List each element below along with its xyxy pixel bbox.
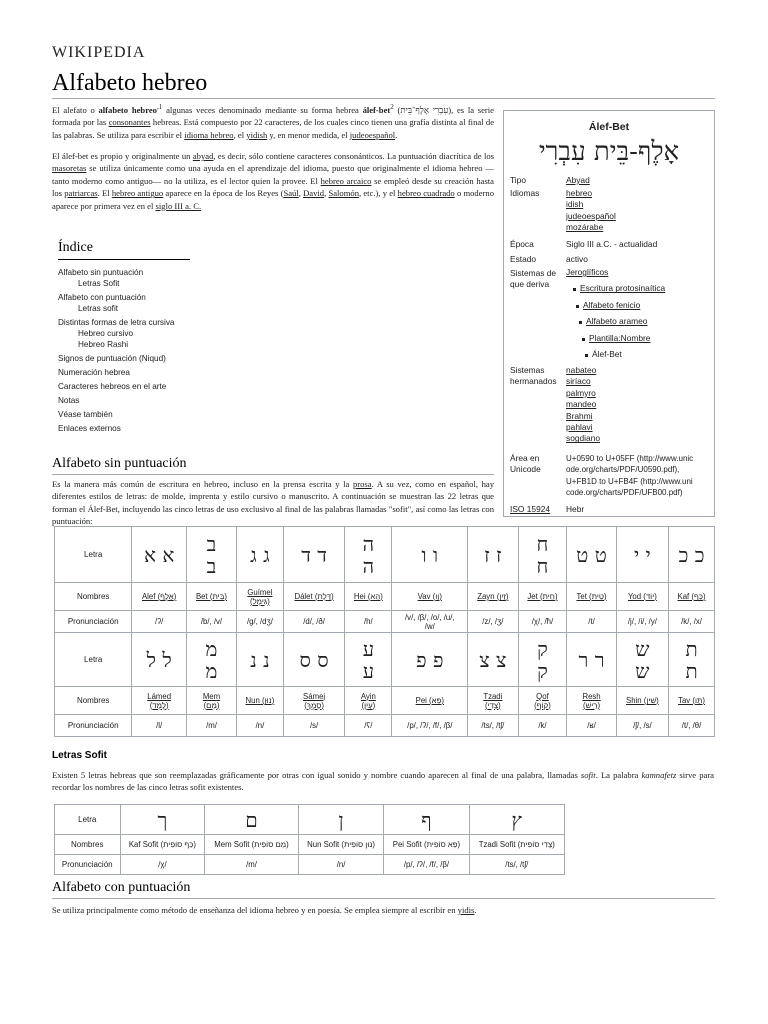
infobox <box>503 110 715 517</box>
page-title: Alfabeto hebreo <box>52 70 208 96</box>
pronunciation-cell: /ts/, /tʃ/ <box>469 855 564 875</box>
link-masoretas[interactable]: masoretas <box>52 163 87 174</box>
link-hebreo-cuadrado[interactable]: hebreo cuadrado <box>397 188 455 199</box>
hebrew-letter-cell: י י <box>616 527 668 583</box>
letter-name-link[interactable]: Alef (אָלֶף) <box>132 583 187 611</box>
table-of-contents <box>58 240 190 434</box>
pronunciation-cell: /b/, /v/ <box>187 611 237 633</box>
pronunciation-cell: /g/, /dʒ/ <box>236 611 283 633</box>
hebrew-letter-cell: ץ <box>469 805 564 835</box>
hebrew-letter-cell: ל ל <box>132 633 187 687</box>
letter-name-link[interactable]: Tet (טֵית) <box>567 583 616 611</box>
infobox-value-unicode <box>566 453 711 499</box>
link-prosa[interactable]: prosa <box>352 479 372 489</box>
link-idioma-hebreo[interactable]: idioma hebreo <box>184 129 234 140</box>
link-sistema[interactable]: mandeo <box>566 399 597 410</box>
pronunciation-row <box>55 715 715 737</box>
toc-list <box>58 267 190 434</box>
text: sirve para recordar los nombres de las cinco letras sofit existentes. <box>52 770 714 793</box>
hebrew-letter-cell: ם <box>205 805 298 835</box>
unicode-range-line[interactable]: U+FB1D to U+FB4F (http://www.uni <box>566 476 693 486</box>
text: se utiliza únicamente como una ayuda en el aprendizaje del idioma, puesto que originalmente el idioma hebreo —tanto moderno como antiguo— no la utiliza, es el lector quien la provee. El <box>52 163 494 186</box>
alphabet-table <box>54 526 715 737</box>
pronunciation-cell: /χ/ <box>120 855 205 875</box>
link-hebreo-antiguo[interactable]: hebreo antiguo <box>111 188 164 199</box>
unicode-range-line[interactable]: ode.org/charts/PDF/U0590.pdf), <box>566 465 680 475</box>
pronunciation-row <box>55 611 715 633</box>
sofit-row <box>55 835 565 855</box>
infobox-label-idiomas: Idiomas <box>510 188 540 198</box>
text: , es la serie formada por las <box>52 104 494 128</box>
pronunciation-cell: /p/, /ʔ/, /f/, /β/ <box>392 715 468 737</box>
toc-item[interactable]: Letras Sofit <box>78 279 120 288</box>
letter-name-cell: Pei Sofit (פֵּא סוֹפִית) <box>384 835 469 855</box>
pronunciation-cell: /h/ <box>345 611 392 633</box>
letter-name-link[interactable]: Ayin (עַיִן) <box>345 687 392 715</box>
hebrew-letter-cell: ש ש <box>616 633 668 687</box>
letter-name-link[interactable]: Hei (הֵא) <box>345 583 392 611</box>
letter-name-link[interactable]: Tzadi (צָדִי) <box>468 687 518 715</box>
section-divider <box>52 474 494 475</box>
letter-name-link[interactable]: Tav (תָּו) <box>669 687 715 715</box>
toc-item[interactable]: Caracteres hebreos en el arte <box>58 382 167 391</box>
title-divider <box>52 98 715 99</box>
link-siglo-iii[interactable]: siglo III a. C. <box>155 200 202 211</box>
letter-name-link[interactable]: Guímel (גִּימֶל) <box>236 583 283 611</box>
toc-item[interactable]: Notas <box>58 396 80 405</box>
section-2-paragraph <box>52 904 714 916</box>
pronunciation-cell: /ʔ/ <box>132 611 187 633</box>
unicode-range-line[interactable]: U+0590 to U+05FF (http://www.unic <box>566 454 694 463</box>
hebrew-letter-cell: ן <box>298 805 384 835</box>
text: , es decir, sólo contiene caracteres consonánticos. La puntuación diacrítica de los <box>213 151 494 161</box>
hebrew-letter-cell: ף <box>384 805 469 835</box>
toc-item[interactable]: Hebreo Rashi <box>78 340 129 349</box>
link-sistema[interactable]: palmyro <box>566 387 596 398</box>
hebrew-text: (עִבְרִי אָלֶף־בֵּית) <box>393 104 452 115</box>
toc-item[interactable]: Véase también <box>58 410 113 419</box>
subsection-heading-sofit: Letras Sofit <box>52 750 108 761</box>
link-jeroglificos[interactable]: Jeroglíficos <box>566 267 609 277</box>
link-saul[interactable]: Saúl <box>283 188 299 199</box>
intro-paragraph-1 <box>52 101 494 141</box>
link-sistema[interactable]: nabateo <box>566 365 597 375</box>
letter-name-link[interactable]: Mem (מֵם) <box>187 687 237 715</box>
letter-name-link[interactable]: Kaf (כַּף) <box>669 583 715 611</box>
link-idioma[interactable]: hebreo <box>566 188 593 198</box>
text: , el <box>233 129 247 140</box>
names-row <box>55 583 715 611</box>
hebrew-letter-cell: ח ח <box>518 527 567 583</box>
toc-item[interactable]: Enlaces externos <box>58 424 121 433</box>
hebrew-letter-cell: ז ז <box>468 527 518 583</box>
text: se empleó desde su creación hasta los <box>52 175 494 199</box>
sofit-row <box>55 805 565 835</box>
row-label: Pronunciación <box>55 611 132 633</box>
names-row <box>55 687 715 715</box>
hebrew-letter-cell: צ צ <box>468 633 518 687</box>
letter-name-cell: Nun Sofit (נוּן סוֹפִית) <box>298 835 384 855</box>
alef-bet-item: Álef-Bet <box>566 349 711 360</box>
row-label: Pronunciación <box>55 855 121 875</box>
link-alfabeto-fenicio[interactable]: Alfabeto fenicio <box>566 300 711 311</box>
pronunciation-cell: /t/ <box>567 611 616 633</box>
link-sistema[interactable]: siríaco <box>566 376 591 387</box>
row-label: Letra <box>55 805 121 835</box>
text: , <box>324 188 329 199</box>
link-sistema[interactable]: pahlavi <box>566 422 593 433</box>
hebrew-letter-cell: ו ו <box>392 527 468 583</box>
hebrew-letter-cell: נ נ <box>236 633 283 687</box>
infobox-label-estado: Estado <box>510 254 537 264</box>
text: . La palabra <box>595 770 642 780</box>
hebrew-letter-cell: ב ב <box>187 527 237 583</box>
toc-heading: Índice <box>58 240 190 260</box>
hebrew-letter-cell: ד ד <box>283 527 344 583</box>
pronunciation-cell: /k/, /x/ <box>669 611 715 633</box>
toc-item[interactable]: Distintas formas de letra cursiva <box>58 318 175 327</box>
link-patriarcas[interactable]: patriarcas <box>64 188 98 199</box>
letter-name-cell: Tzadi Sofit (צָדִי סוֹפִית) <box>469 835 564 855</box>
link-consonantes[interactable]: consonantes <box>108 117 151 128</box>
letter-name-link[interactable]: Sámej (סָמֶךְ) <box>283 687 344 715</box>
row-label: Nombres <box>55 687 132 715</box>
pronunciation-cell: /n/ <box>298 855 384 875</box>
pronunciation-cell: /ts/, /tʃ/ <box>468 715 518 737</box>
link-yidish[interactable]: yidish <box>246 129 268 140</box>
hebrew-letter-cell: ה ה <box>345 527 392 583</box>
pronunciation-cell: /m/ <box>187 715 237 737</box>
pronunciation-cell: /d/, /ð/ <box>283 611 344 633</box>
pronunciation-cell: /z/, /ʒ/ <box>468 611 518 633</box>
pronunciation-cell: /s/ <box>283 715 344 737</box>
link-alfabeto-arameo[interactable]: Alfabeto arameo <box>566 316 711 327</box>
text: o moderno aparece por primera vez en el <box>52 188 494 211</box>
link-yidis[interactable]: yidis <box>457 905 475 915</box>
letter-name-link[interactable]: Shin (שִׁין) <box>616 687 668 715</box>
italic-term: kamnafetz <box>641 770 677 780</box>
hebrew-letter-cell: ר ר <box>567 633 616 687</box>
bold-term: alfabeto hebreo <box>98 104 157 115</box>
letter-row <box>55 633 715 687</box>
wikipedia-wordmark[interactable]: WIKIPEDIA <box>52 44 146 61</box>
link-idioma[interactable]: judeoespañol <box>566 210 616 221</box>
row-label: Letra <box>55 527 132 583</box>
letter-name-cell: Kaf Sofit (כַּף סוֹפִית) <box>120 835 205 855</box>
pronunciation-cell: /j/, /i/, /y/ <box>616 611 668 633</box>
italic-term: sofit <box>580 770 596 780</box>
link-sistema[interactable]: sogdiano <box>566 433 600 444</box>
letter-name-link[interactable]: Zayn (זַיִן) <box>468 583 518 611</box>
infobox-label-unicode: Área en Unicode <box>510 453 541 475</box>
text: . <box>474 905 477 915</box>
infobox-value-deriva <box>566 267 711 365</box>
hebrew-letter-cell: ע ע <box>345 633 392 687</box>
hebrew-letter-cell: ג ג <box>236 527 283 583</box>
hebrew-letter-cell: פ פ <box>392 633 468 687</box>
sofit-table <box>54 804 565 875</box>
infobox-title: Álef-Bet <box>588 121 630 133</box>
link-david[interactable]: David <box>303 188 325 199</box>
bold-term: álef-bet <box>362 104 391 115</box>
hebrew-letter-cell: ת ת <box>669 633 715 687</box>
infobox-label-deriva: Sistemas de que deriva <box>510 268 557 290</box>
text: Se utiliza principalmente como método de enseñanza del idioma hebreo y en poesía. Se emplea siempre al escribir en <box>52 905 458 915</box>
unicode-range-line[interactable]: code.org/charts/PDF/UFB00.pdf) <box>566 488 683 498</box>
text: . <box>395 129 398 140</box>
intro-paragraph-2 <box>52 150 494 212</box>
pronunciation-cell: /l/ <box>132 715 187 737</box>
link-abyad[interactable]: abyad <box>192 151 214 161</box>
toc-item[interactable]: Hebreo cursivo <box>78 329 134 338</box>
text: aparece en la época de los Reyes ( <box>163 188 284 199</box>
letter-name-link[interactable]: Vav (וָו) <box>392 583 468 611</box>
infobox-hebrew-name: אָלֶף-בֵּית עִבְרִי <box>538 137 680 167</box>
row-label: Nombres <box>55 835 121 855</box>
text: , <box>298 188 304 199</box>
pronunciation-cell: /k/ <box>518 715 567 737</box>
link-idioma[interactable]: idish <box>566 199 584 210</box>
toc-item[interactable]: Alfabeto con puntuación <box>58 293 146 302</box>
section-heading-con-puntuacion: Alfabeto con puntuación <box>52 880 191 895</box>
text: algunas veces denominado mediante su forma hebrea <box>162 104 363 115</box>
link-sistema[interactable]: Brahmi <box>566 410 593 421</box>
link-salomon[interactable]: Salomón <box>328 188 360 199</box>
toc-item[interactable]: Numeración hebrea <box>58 368 130 377</box>
text: Es la manera más común de escritura en hebreo, incluso en la prensa escrita y la <box>52 479 353 489</box>
pronunciation-cell: /ʁ/ <box>567 715 616 737</box>
hebrew-letter-cell: ט ט <box>567 527 616 583</box>
pronunciation-cell: /ʕ/ <box>345 715 392 737</box>
section-divider <box>52 898 715 899</box>
letter-name-link[interactable]: Qof (קוֹף) <box>518 687 567 715</box>
letter-name-link[interactable]: Bet (בֵּית) <box>187 583 237 611</box>
link-escritura-protosinaitica[interactable]: Escritura protosinaítica <box>566 283 711 294</box>
link-judeoespanol[interactable]: judeoespañol <box>349 129 396 140</box>
text: y, en menor medida, el <box>267 129 350 140</box>
infobox-label-epoca: Época <box>510 239 534 249</box>
pronunciation-cell: /t/, /θ/ <box>669 715 715 737</box>
infobox-label-tipo: Tipo <box>510 175 526 185</box>
toc-item[interactable]: Alfabeto sin puntuación <box>58 268 144 277</box>
pronunciation-cell: /v/, /β/, /o/, /u/, /w/ <box>392 611 468 633</box>
section-1-paragraph <box>52 478 494 528</box>
letter-name-link[interactable]: Dálet (דָּלֶת) <box>283 583 344 611</box>
link-abyad[interactable]: Abyad <box>566 175 590 185</box>
hebrew-letter-cell: ק ק <box>518 633 567 687</box>
text: hebreas. Está compuesto por 22 caracteres, de los cuales cinco tienen una grafía distinta al final de las palabras. Se utiliza para escribir el <box>52 117 495 140</box>
text: . A su vez, como en español, hay diferentes estilos de letras: de molde, imprenta y estilo cursivo o manuscrito. A continuación se muestran las 22 letras que forman el Álef-Bet, incluyendo las cinco letras de uso exclusivo al final de las palabras llamadas "sofit", así como las letras con puntuación: <box>52 479 495 527</box>
section-heading-sin-puntuacion: Alfabeto sin puntuación <box>52 456 187 471</box>
link-plantilla-nombre[interactable]: Plantilla:Nombre <box>566 333 711 344</box>
row-label: Pronunciación <box>55 715 132 737</box>
link-idioma[interactable]: mozárabe <box>566 222 604 233</box>
hebrew-letter-cell: ך <box>120 805 205 835</box>
toc-item[interactable]: Letras sofit <box>78 304 119 313</box>
reference-link[interactable]: 2 <box>390 103 394 111</box>
letter-name-link[interactable]: Nun (נוּן) <box>236 687 283 715</box>
sofit-paragraph <box>52 769 714 794</box>
sofit-row <box>55 855 565 875</box>
pronunciation-cell: /m/ <box>205 855 298 875</box>
text: El alefato o <box>52 104 99 115</box>
letter-row <box>55 527 715 583</box>
hebrew-letter-cell: כ כ <box>669 527 715 583</box>
pronunciation-cell: /n/ <box>236 715 283 737</box>
reference-link[interactable]: ,1 <box>156 103 163 111</box>
hebrew-letter-cell: ס ס <box>283 633 344 687</box>
letter-name-link[interactable]: Yod (יוֹד) <box>616 583 668 611</box>
pronunciation-cell: /ʃ/, /s/ <box>616 715 668 737</box>
infobox-label-hermanos: Sistemas hermanados <box>510 365 557 387</box>
letter-name-link[interactable]: Resh (רֵישׁ) <box>567 687 616 715</box>
toc-item[interactable]: Signos de puntuación (Niqud) <box>58 354 166 363</box>
row-label: Nombres <box>55 583 132 611</box>
infobox-label-iso[interactable]: ISO 15924 <box>510 504 551 514</box>
text: , etc.), y el <box>359 188 398 199</box>
infobox-value-hermanos <box>566 365 711 445</box>
infobox-value-estado: activo <box>566 254 588 264</box>
letter-name-link[interactable]: Lámed (לָמֶד) <box>132 687 187 715</box>
hebrew-letter-cell: מ מ <box>187 633 237 687</box>
hebrew-letter-cell: א א <box>132 527 187 583</box>
text: El álef-bet es propio y originalmente un <box>52 151 193 161</box>
infobox-value-epoca: Siglo III a.C. - actualidad <box>566 239 658 249</box>
text: . El <box>97 188 112 199</box>
pronunciation-cell: /χ/, /ħ/ <box>518 611 567 633</box>
letter-name-link[interactable]: Jet (חֵית) <box>518 583 567 611</box>
pronunciation-cell: /p/, /ʔ/, /f/, /β/ <box>384 855 469 875</box>
row-label: Letra <box>55 633 132 687</box>
letter-name-cell: Mem Sofit (מֵם סוֹפִית) <box>205 835 298 855</box>
text: Existen 5 letras hebreas que son reemplazadas gráficamente por otras con igual sonido y nombre cuando aparecen al final de una palabra, llamadas <box>52 770 581 780</box>
infobox-value-iso: Hebr <box>566 504 585 514</box>
link-hebreo-arcaico[interactable]: hebreo arcaico <box>320 175 372 186</box>
infobox-value-idiomas <box>566 188 711 234</box>
letter-name-link[interactable]: Pei (פֵּא) <box>392 687 468 715</box>
infobox-value-tipo <box>566 175 711 186</box>
